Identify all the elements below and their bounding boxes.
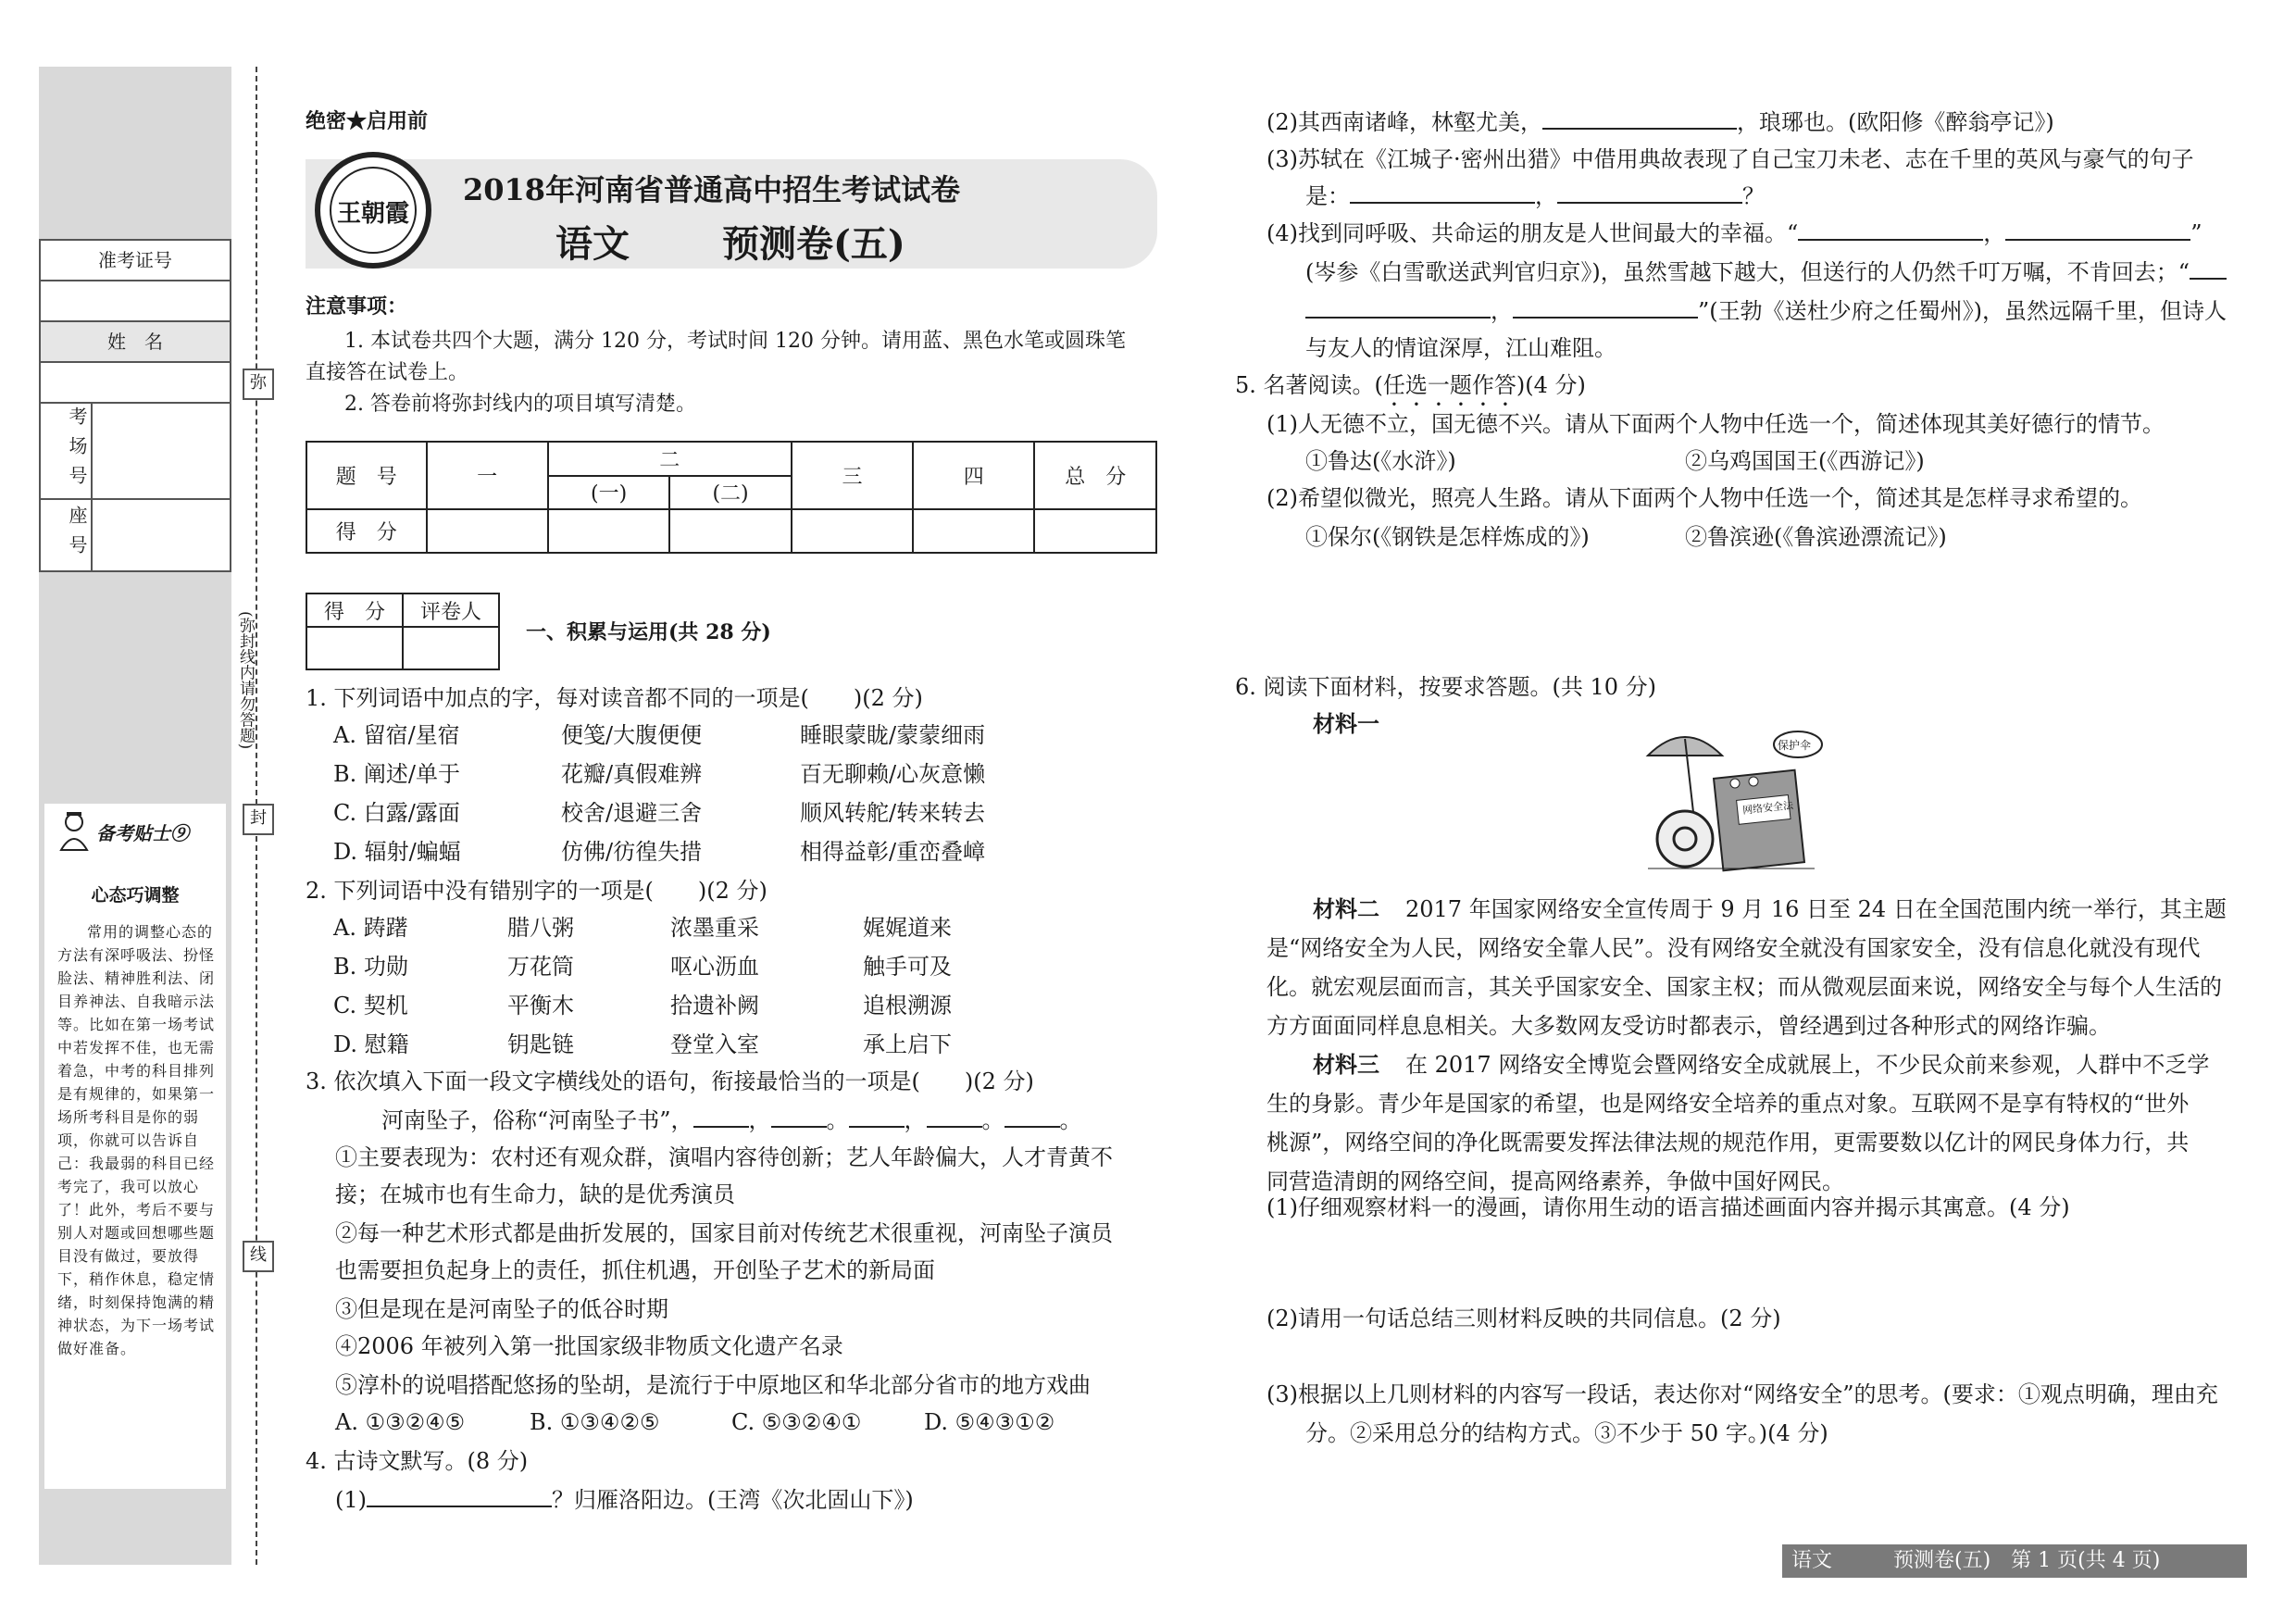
col-two-b: (二) [669,476,791,510]
notice-title: 注意事项： [306,294,408,319]
q2-opt: 追根溯源 [863,993,952,1018]
seal-char-xian: 线 [243,1241,274,1272]
q3-item: ⑤淳朴的说唱搭配悠扬的坠胡，是流行于中原地区和华北部分省市的地方戏曲 [335,1372,1091,1398]
q6-stem: 6. 阅读下面材料，按要求答题。(共 10 分) [1235,674,1657,700]
notice-item-2: 2. 答卷前将弥封线内的项目填写清楚。 [344,393,696,416]
material2-line: 是“网络安全为人民，网络安全靠人民”。没有网络安全就没有国家安全，没有信息化就没有现代 [1267,935,2201,961]
footer-text: 语文 预测卷(五) 第 1 页(共 4 页) [1791,1549,2161,1572]
q4-item4-text3: ”(王勃《送杜少府之任蜀州》)，虽然远隔千里，但诗人 [1698,298,2227,324]
grader-box [306,593,500,670]
cartoon-network-security [1639,719,1824,876]
blank[interactable] [927,1126,982,1128]
q1-opt-d1: D. 辐射/蝙蝠 [333,839,461,865]
q1-opt-a1: A. 留宿/星宿 [333,722,460,748]
score-cell[interactable] [1034,509,1156,553]
q5-sub1-a: ①鲁达(《水浒》) [1305,448,1456,474]
q3-item: ①主要表现为：农村还有观众群，演唱内容待创新；艺人年龄偏大，人才青黄不 [335,1144,1113,1170]
q3-item: ④2006 年被列入第一批国家级非物质文化遗产名录 [335,1333,843,1359]
seat-label: 座号 [41,500,93,570]
material3-line: 桃源”，网络空间的净化既需要发挥法律法规的规范作用，更需要数以亿计的网民身体力行，共 [1267,1130,2190,1156]
q3-item: 接；在城市也有生命力，缺的是优秀演员 [335,1181,735,1207]
seal-note: (弥封线内请勿答题) [231,611,256,749]
q3-item: ②每一种艺术形式都是曲折发展的，国家目前对传统艺术很重视，河南坠子演员 [335,1220,1113,1246]
q3-item: 也需要担负起身上的责任，抓住机遇，开创坠子艺术的新局面 [335,1257,935,1283]
material3-line: 生的身影。青少年是国家的希望，也是网络安全培养的重点对象。互联网不是享有特权的“世外 [1267,1091,2190,1117]
q4-stem: 4. 古诗文默写。(8 分) [306,1448,529,1474]
q3-choice-c: C. ⑤③②④① [731,1409,862,1435]
exam-id-field[interactable] [41,281,230,322]
q4-item2-text: (2)其西南诸峰，林壑尤美， [1267,109,1542,135]
blank[interactable] [2190,278,2227,280]
q2-opt: 万花筒 [507,954,574,980]
q2-opt: A. 踌躇 [333,915,408,941]
seat-row [41,500,230,570]
candidate-info-box [39,239,231,572]
score-cell[interactable] [792,509,913,553]
score-row-label: 得 分 [306,509,427,553]
q4-item4-line2 [1305,259,2227,286]
scholar-icon [56,811,93,852]
q3-stem: 3. 依次填入下面一段文字横线处的语句，衔接最恰当的一项是( )(2 分) [306,1068,1034,1094]
col-three: 三 [792,442,913,509]
q6-sub3-line1: (3)根据以上几则材料的内容写一段话，表达你对“网络安全”的思考。(要求：①观点明确，理由充 [1267,1381,2218,1407]
blank[interactable] [849,1126,905,1128]
score-cell[interactable] [427,509,548,553]
tip-badge: 备考贴士⑨ [96,822,189,844]
q4-item2 [1267,109,2054,136]
q5-stem [1235,372,1586,411]
material2-line: 化。就宏观层面而言，其关乎国家安全、国家主权；而从微观层面来说，网络安全与每个人生活的 [1267,974,2222,1000]
q4-item3-line2: 是： ， ？ [1305,183,1765,209]
q4-item3-prefix: 是： [1305,183,1350,209]
q4-item4-line1: (4)找到同呼吸、共命运的朋友是人世间最大的幸福。“ ， ” [1267,220,2202,246]
score-cell[interactable] [913,509,1034,553]
score-table-header: 题 号 [306,442,427,509]
q1-opt-b3: 百无聊赖/心灰意懒 [800,761,986,787]
col-two: 二 [548,442,792,476]
q5-stem-dotted: (任选一题作答) [1374,372,1526,398]
q3-lead: 河南坠子，俗称“河南坠子书”， ， 。 ， 。 。 [381,1107,1082,1133]
col-one: 一 [427,442,548,509]
col-total: 总 分 [1034,442,1156,509]
notice-item-1b: 直接答在试卷上。 [306,361,469,384]
blank[interactable] [1305,317,1491,319]
section1-title: 一、积累与运用(共 28 分) [526,620,771,644]
q6-sub3-line2: 分。②采用总分的结构方式。③不少于 50 字。)(4 分) [1305,1420,1828,1446]
cartoon-book-label: 网络安全法 [1741,799,1794,817]
notice-item-1: 1. 本试卷共四个大题，满分 120 分，考试时间 120 分钟。请用蓝、黑色水笔或圆珠笔 [344,330,1126,353]
q2-stem: 2. 下列词语中没有错别字的一项是( )(2 分) [306,878,767,904]
q6-sub1: (1)仔细观察材料一的漫画，请你用生动的语言描述画面内容并揭示其寓意。(4 分) [1267,1194,2070,1220]
tip-body: 常用的调整心态的方法有深呼吸法、扮怪脸法、精神胜利法、闭目养神法、自我暗示法等。比如在第一场考试中若发挥不佳，也无需着急，中考的科目排列是有规律的，如果第一场所考科目是你的弱项，你就可以告诉自己：我最弱的科目已经考完了，我可以放心了！此外，考后不要与别人对题或回想哪些题目没有做过，要放得下，稍作休息，稳定情绪，时刻保持饱满的精神状态，为下一场考试做好准备。 [57,923,216,1357]
subject-title: 语文 [555,222,630,266]
q2-opt: 登堂入室 [670,1031,759,1057]
q4-item3-suffix: ？ [1742,183,1765,209]
material1-label: 材料一 [1313,710,1379,737]
material2-label: 材料二 [1313,895,1379,922]
q5-stem-post: (4 分) [1525,372,1586,398]
study-tip-box [44,804,226,1489]
seal-char-mi: 弥 [243,369,274,400]
publisher-logo [315,152,431,269]
q4-item4-text: (4)找到同呼吸、共命运的朋友是人世间最大的幸福。“ [1267,220,1799,246]
q2-opt: D. 慰籍 [333,1031,409,1057]
blank[interactable] [1513,317,1698,319]
q3-choice-d: D. ⑤④③①② [924,1409,1055,1435]
blank[interactable] [1557,202,1742,204]
blank[interactable] [1350,202,1535,204]
q5-sub2-a: ①保尔(《钢铁是怎样炼成的》) [1305,524,1590,550]
q1-stem: 1. 下列词语中加点的字，每对读音都不同的一项是( )(2 分) [306,685,923,711]
q4-item1 [335,1487,914,1514]
q5-stem-pre: 5. 名著阅读。 [1235,372,1375,398]
material3-label: 材料三 [1313,1051,1379,1078]
blank[interactable] [2005,239,2190,241]
q5-sub1: (1)人无德不立，国无德不兴。请从下面两个人物中任选一个，简述体现其美好德行的情节。 [1267,411,2165,437]
exam-id-label: 准考证号 [41,241,230,281]
seal-char-feng: 封 [243,804,274,835]
col-four: 四 [913,442,1034,509]
grader-name-cell[interactable] [403,627,499,669]
q3-choice-a: A. ①③②④⑤ [335,1409,466,1435]
room-row [41,404,230,500]
score-cell[interactable] [548,509,669,553]
q1-opt-c3: 顺风转舵/转来转去 [800,800,986,826]
blank[interactable] [1004,1126,1060,1128]
grader-score-cell[interactable] [306,627,403,669]
q2-opt: B. 功勋 [333,954,408,980]
page-footer [1782,1544,2247,1578]
q1-opt-c1: C. 白露/露面 [333,800,460,826]
tip-header [52,809,218,854]
q1-opt-b1: B. 阐述/单于 [333,761,460,787]
name-label: 姓 名 [41,322,230,363]
q5-sub2-b: ②鲁滨逊(《鲁滨逊漂流记》) [1685,524,1947,550]
blank[interactable] [1542,128,1737,130]
q3-item: ③但是现在是河南坠子的低谷时期 [335,1296,668,1322]
col-two-a: (一) [548,476,669,510]
score-cell[interactable] [669,509,791,553]
q4-item3-line1: (3)苏轼在《江城子·密州出猎》中借用典故表现了自己宝刀未老、志在千里的英风与豪气的句子 [1267,146,2194,172]
q4-item1-num: (1) [335,1487,367,1513]
material3-line: 在 2017 网络安全博览会暨网络安全成就展上，不少民众前来参观，人群中不乏学 [1405,1052,2210,1078]
q2-opt: 平衡木 [507,993,574,1018]
q4-item4-text2: (岑参《白雪歌送武判官归京》)，虽然雪越下越大，但送行的人仍然千叮万嘱，不肯回去；“ [1305,259,2190,285]
material2-line: 方方面面同样息息相关。大多数网友受访时都表示，曾经遇到过各种形式的网络诈骗。 [1267,1013,2111,1039]
q4-item4-line4: 与友人的情谊深厚，江山难阻。 [1305,335,1616,361]
q6-sub2: (2)请用一句话总结三则材料反映的共同信息。(2 分) [1267,1306,1781,1331]
q1-opt-a2: 便笺/大腹便便 [561,722,703,748]
grader-score-label: 得 分 [306,594,403,627]
q4-item1-text: ？归雁洛阳边。(王湾《次北固山下》) [552,1487,914,1513]
material2-line: 2017 年国家网络安全宣传周于 9 月 16 日至 24 日在全国范围内统一举行，其主题 [1405,896,2227,922]
tip-heading: 心态巧调整 [91,885,180,906]
blank[interactable] [693,1126,749,1128]
cartoon-umbrella-label: 保护伞 [1778,739,1812,752]
material3-line: 同营造清朗的网络空间，提高网络素养，争做中国好网民。 [1267,1168,1844,1194]
secret-label: 绝密★启用前 [306,109,429,133]
q3-choice-b: B. ①③④②⑤ [530,1409,660,1435]
q2-opt: 触手可及 [863,954,952,980]
q2-opt: 腊八粥 [507,915,574,941]
blank[interactable] [1798,239,1983,241]
q2-opt: 承上启下 [863,1031,952,1057]
q2-opt: 浓墨重采 [670,915,759,941]
q1-opt-b2: 花瓣/真假难辨 [561,761,703,787]
q1-opt-d2: 仿佛/彷徨失措 [561,839,703,865]
score-table [306,441,1157,554]
q5-sub1-b: ②乌鸡国国王(《西游记》) [1685,448,1925,474]
q1-opt-a3: 睡眼蒙眬/蒙蒙细雨 [800,722,986,748]
q1-opt-c2: 校舍/退避三舍 [561,800,703,826]
exam-title: 2018年河南省普通高中招生考试试卷 [463,172,961,207]
blank[interactable] [367,1506,552,1507]
q2-opt: 呕心沥血 [670,954,759,980]
q4-item4-line3: ， ”(王勃《送杜少府之任蜀州》)，虽然远隔千里，但诗人 [1305,298,2227,325]
paper-name: 预测卷(五) [722,222,905,266]
q5-sub2: (2)希望似微光，照亮人生路。请从下面两个人物中任选一个，简述其是怎样寻求希望的。 [1267,485,2142,511]
blank[interactable] [771,1126,827,1128]
q2-opt: C. 契机 [333,993,408,1018]
q1-opt-d3: 相得益彰/重峦叠嶂 [800,839,986,865]
grader-name-label: 评卷人 [403,594,499,627]
q2-opt: 钥匙链 [507,1031,574,1057]
q3-lead-text: 河南坠子，俗称“河南坠子书”， [381,1107,693,1133]
q4-item2-source: ，琅琊也。(欧阳修《醉翁亭记》) [1737,109,2054,135]
q2-opt: 娓娓道来 [863,915,952,941]
name-field[interactable] [41,363,230,404]
logo-text: 王朝霞 [336,200,409,228]
q2-opt: 拾遗补阙 [670,993,759,1018]
room-label: 考场号 [41,404,93,498]
